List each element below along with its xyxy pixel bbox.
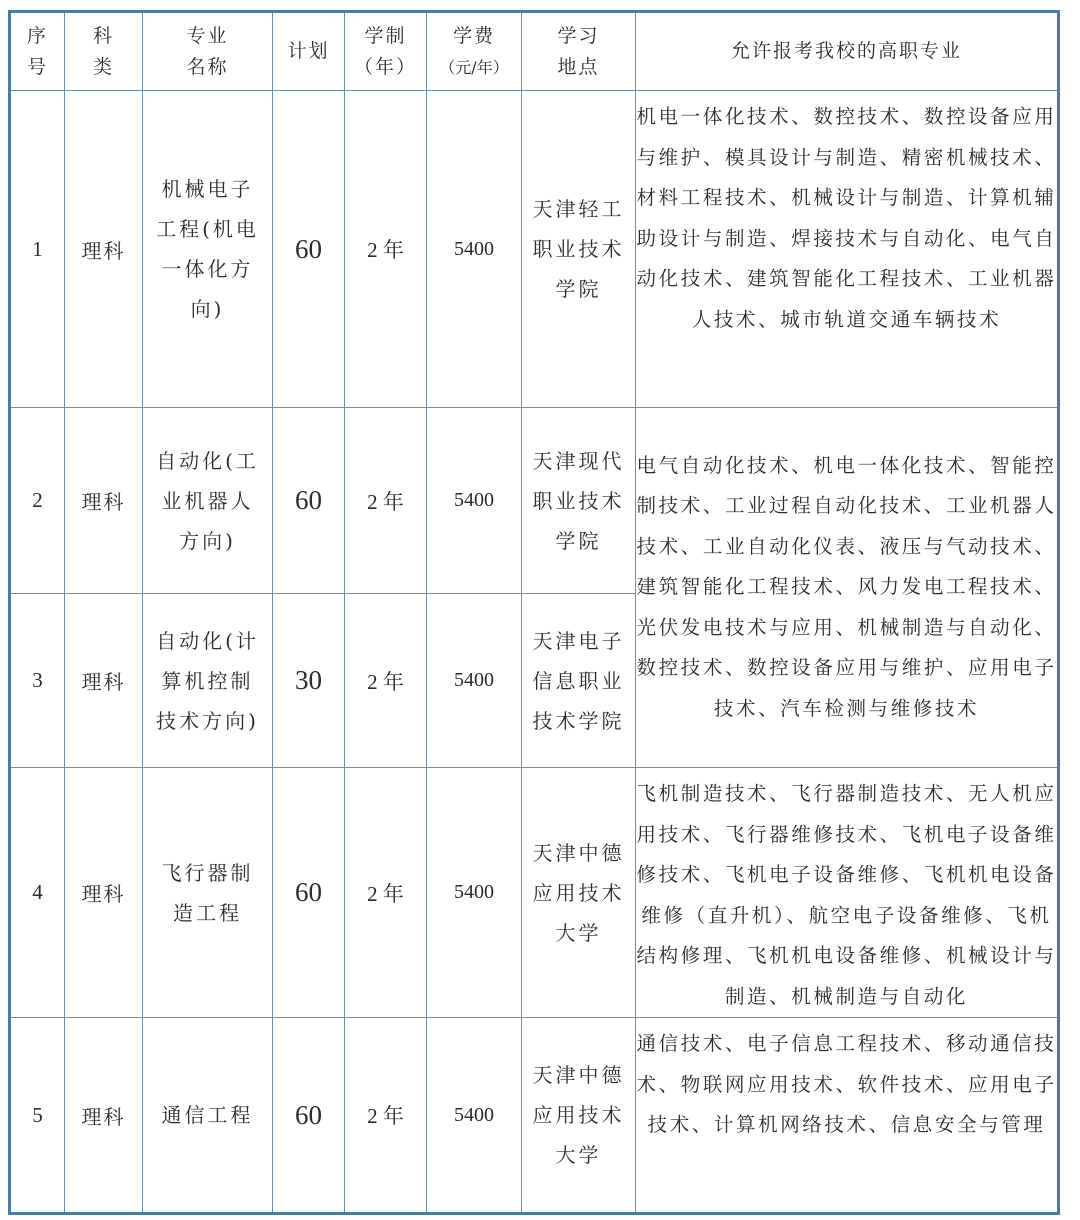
row-allowed-majors: 机电一体化技术、数控技术、数控设备应用与维护、模具设计与制造、精密机械技术、材料工程技术、机械设计与制造、计算机辅助设计与制造、焊接技术与自动化、电气自动化技术、建筑智能化工程技术、工业机器人技术、城市轨道交通车辆技术 <box>636 91 1059 408</box>
major-line: 自动化(计 <box>156 628 259 653</box>
table-row <box>10 1018 1059 1214</box>
header-category-line: 类 <box>92 55 114 78</box>
location-line: 应用技术 <box>532 1103 625 1127</box>
location-line: 学院 <box>555 528 602 553</box>
row-allowed-majors: 电气自动化技术、机电一体化技术、智能控制技术、工业过程自动化技术、工业机器人技术、工业自动化仪表、液压与气动技术、建筑智能化工程技术、风力发电工程技术、光伏发电技术与应用、机械制造与自动化、数控技术、数控设备应用与维护、应用电子技术、汽车检测与维修技术 <box>636 408 1059 768</box>
major-line: 机械电子 <box>161 177 254 201</box>
top-strip <box>0 0 1080 10</box>
row-plan: 60 <box>273 91 345 408</box>
row-duration: 2 年 <box>345 91 427 408</box>
header-fee-line: （元/年） <box>439 57 509 77</box>
header-row <box>10 12 1059 91</box>
row-location <box>522 594 636 768</box>
row-plan: 60 <box>273 408 345 594</box>
row-category: 理科 <box>65 408 143 594</box>
row-location <box>522 1018 636 1214</box>
major-line: 通信工程 <box>161 1103 254 1127</box>
location-line: 天津电子 <box>532 628 625 653</box>
row-duration: 2 年 <box>345 594 427 768</box>
location-line: 大学 <box>555 920 602 945</box>
header-allowed-label: 允许报考我校的高职专业 <box>730 40 962 62</box>
header-location <box>522 12 636 91</box>
header-duration <box>345 12 427 91</box>
row-major <box>143 1018 273 1214</box>
major-line: 造工程 <box>173 900 242 925</box>
row-fee: 5400 <box>427 91 522 408</box>
location-line: 职业技术 <box>532 488 625 513</box>
table-row <box>10 768 1059 1018</box>
row-duration: 2 年 <box>345 1018 427 1214</box>
major-line: 一体化方 <box>161 257 254 281</box>
location-line: 职业技术 <box>532 237 625 261</box>
row-fee: 5400 <box>427 1018 522 1214</box>
row-plan: 60 <box>273 768 345 1018</box>
location-line: 学院 <box>555 277 602 301</box>
header-plan <box>273 12 345 91</box>
major-line: 算机控制 <box>161 668 254 693</box>
header-plan-label: 计划 <box>287 40 330 62</box>
header-allowed <box>636 12 1059 91</box>
row-index: 4 <box>10 768 65 1018</box>
major-line: 向) <box>190 297 225 321</box>
major-line: 业机器人 <box>161 488 254 513</box>
row-duration: 2 年 <box>345 768 427 1018</box>
table-row <box>10 91 1059 408</box>
major-line: 自动化(工 <box>156 448 259 473</box>
row-location <box>522 91 636 408</box>
header-index-line: 号 <box>26 55 48 78</box>
row-index: 5 <box>10 1018 65 1214</box>
major-line: 方向) <box>179 528 236 553</box>
row-fee: 5400 <box>427 408 522 594</box>
row-major <box>143 594 273 768</box>
location-line: 天津中德 <box>532 840 625 865</box>
location-line: 天津轻工 <box>532 197 625 221</box>
row-category: 理科 <box>65 1018 143 1214</box>
location-line: 天津现代 <box>532 448 625 473</box>
row-category: 理科 <box>65 768 143 1018</box>
header-fee <box>427 12 522 91</box>
major-line: 技术方向) <box>156 708 259 733</box>
row-location <box>522 408 636 594</box>
major-line: 飞行器制 <box>161 860 254 885</box>
location-line: 信息职业 <box>532 668 625 693</box>
row-category: 理科 <box>65 91 143 408</box>
header-fee-line: 学费 <box>452 24 495 47</box>
header-duration-line: （年） <box>353 55 417 78</box>
row-category: 理科 <box>65 594 143 768</box>
row-major <box>143 91 273 408</box>
row-fee: 5400 <box>427 768 522 1018</box>
header-major-line: 专业 <box>186 24 229 47</box>
row-major <box>143 768 273 1018</box>
header-location-line: 地点 <box>557 55 600 78</box>
location-line: 大学 <box>555 1143 602 1167</box>
row-index: 2 <box>10 408 65 594</box>
row-major <box>143 408 273 594</box>
header-major <box>143 12 273 91</box>
major-line: 工程(机电 <box>156 217 259 241</box>
admissions-table <box>8 10 1060 1215</box>
row-index: 3 <box>10 594 65 768</box>
location-line: 技术学院 <box>532 708 625 733</box>
header-duration-line: 学制 <box>364 24 407 47</box>
header-index <box>10 12 65 91</box>
row-fee: 5400 <box>427 594 522 768</box>
row-duration: 2 年 <box>345 408 427 594</box>
header-category-line: 科 <box>92 24 114 47</box>
row-allowed-majors: 飞机制造技术、飞行器制造技术、无人机应用技术、飞行器维修技术、飞机电子设备维修技术、飞机电子设备维修、飞机机电设备维修（直升机）、航空电子设备维修、飞机结构修理、飞机机电设备维修、机械设计与制造、机械制造与自动化 <box>636 768 1059 1018</box>
location-line: 应用技术 <box>532 880 625 905</box>
row-plan: 30 <box>273 594 345 768</box>
header-location-line: 学习 <box>557 24 600 47</box>
table-row <box>10 408 1059 594</box>
row-location <box>522 768 636 1018</box>
row-allowed-majors: 通信技术、电子信息工程技术、移动通信技术、物联网应用技术、软件技术、应用电子技术、计算机网络技术、信息安全与管理 <box>636 1018 1059 1214</box>
header-major-line: 名称 <box>186 55 229 78</box>
row-plan: 60 <box>273 1018 345 1214</box>
header-category <box>65 12 143 91</box>
header-index-line: 序 <box>26 24 48 47</box>
row-index: 1 <box>10 91 65 408</box>
location-line: 天津中德 <box>532 1063 625 1087</box>
